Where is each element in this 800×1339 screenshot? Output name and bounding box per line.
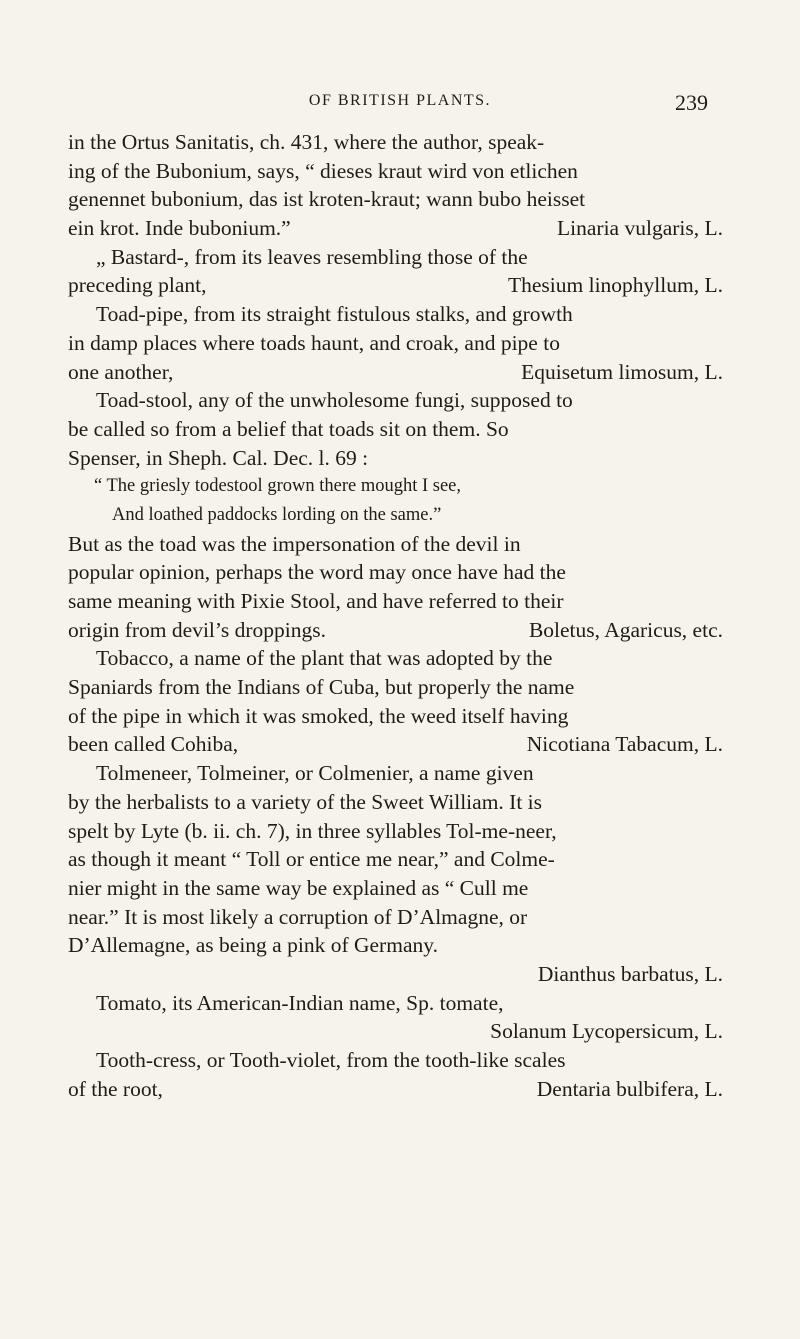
text-line: Spaniards from the Indians of Cuba, but properly the name — [68, 675, 575, 700]
entry-line: Toad-stool, any of the unwholesome fungi, supposed to — [96, 388, 573, 413]
latin-name: Thesium linophyllum, L. — [508, 273, 723, 298]
text-line: same meaning with Pixie Stool, and have referred to their — [68, 589, 564, 613]
latin-name: Dentaria bulbifera, L. — [536, 1076, 723, 1101]
entry-line: Tobacco, a name of the plant that was adopted by the — [96, 646, 553, 671]
text-segment: been called Cohiba, — [68, 732, 239, 757]
latin-name: Dianthus barbatus, L. — [537, 961, 723, 986]
text-line — [68, 616, 723, 645]
text-line: ing of the Bubonium, says, “ dieses kraut wird von etlichen — [68, 158, 578, 183]
text-line: by the herbalists to a variety of the Sweet William. It is — [68, 789, 543, 814]
body-text — [68, 128, 723, 1103]
page-number: 239 — [675, 90, 708, 115]
text-segment: one another, — [68, 359, 174, 384]
latin-name: Nicotiana Tabacum, L. — [526, 732, 723, 757]
text-line: as though it meant “ Toll or entice me near,” and Colme- — [68, 847, 555, 872]
latin-name: Linaria vulgaris, L. — [557, 216, 723, 241]
text-line: Spenser, in Sheph. Cal. Dec. l. 69 : — [68, 445, 369, 470]
entry-line: Tolmeneer, Tolmeiner, or Colmenier, a name given — [96, 761, 534, 786]
text-line — [68, 358, 723, 387]
running-title: OF BRITISH PLANTS. — [308, 92, 492, 109]
text-line: near.” It is most likely a corruption of D’Almagne, or — [68, 904, 528, 929]
text-line: nier might in the same way be explained as “ Cull me — [68, 875, 529, 900]
entry-line: Tooth-cress, or Tooth-violet, from the tooth-like scales — [96, 1048, 566, 1072]
text-line — [68, 214, 723, 243]
text-line: of the pipe in which it was smoked, the weed itself having — [68, 703, 569, 728]
text-segment: of the root, — [68, 1076, 163, 1101]
entry-line: Tomato, its American-Indian name, Sp. tomate, — [96, 990, 504, 1015]
text-line — [68, 271, 723, 300]
running-head — [0, 90, 800, 120]
text-line: D’Allemagne, as being a pink of Germany. — [68, 933, 438, 958]
text-line: But as the toad was the impersonation of the devil in — [68, 531, 521, 556]
entry-line: Toad-pipe, from its straight fistulous stalks, and growth — [96, 302, 573, 327]
text-line: in the Ortus Sanitatis, ch. 431, where the author, speak- — [68, 130, 545, 154]
text-line: popular opinion, perhaps the word may once have had the — [68, 560, 566, 585]
latin-name: Solanum Lycopersicum, L. — [490, 1019, 723, 1044]
text-segment: origin from devil’s droppings. — [68, 617, 326, 642]
text-line: spelt by Lyte (b. ii. ch. 7), in three syllables Tol-me-neer, — [68, 818, 557, 843]
quote-line: And loathed paddocks lording on the same.” — [112, 504, 442, 525]
latin-name: Equisetum limosum, L. — [521, 359, 723, 384]
text-line — [68, 1075, 723, 1104]
text-line: in damp places where toads haunt, and croak, and pipe to — [68, 330, 560, 355]
text-line: genennet bubonium, das ist kroten-kraut; wann bubo heisset — [68, 187, 586, 212]
latin-name: Boletus, Agaricus, etc. — [528, 617, 723, 642]
text-line: be called so from a belief that toads sit on them. So — [68, 416, 509, 441]
text-line — [68, 730, 723, 759]
entry-line: „ Bastard-, from its leaves resembling those of the — [96, 244, 528, 269]
text-segment: ein krot. Inde bubonium.” — [68, 216, 291, 241]
quote-line: “ The griesly todestool grown there mought I see, — [94, 476, 462, 497]
text-segment: preceding plant, — [68, 273, 207, 298]
